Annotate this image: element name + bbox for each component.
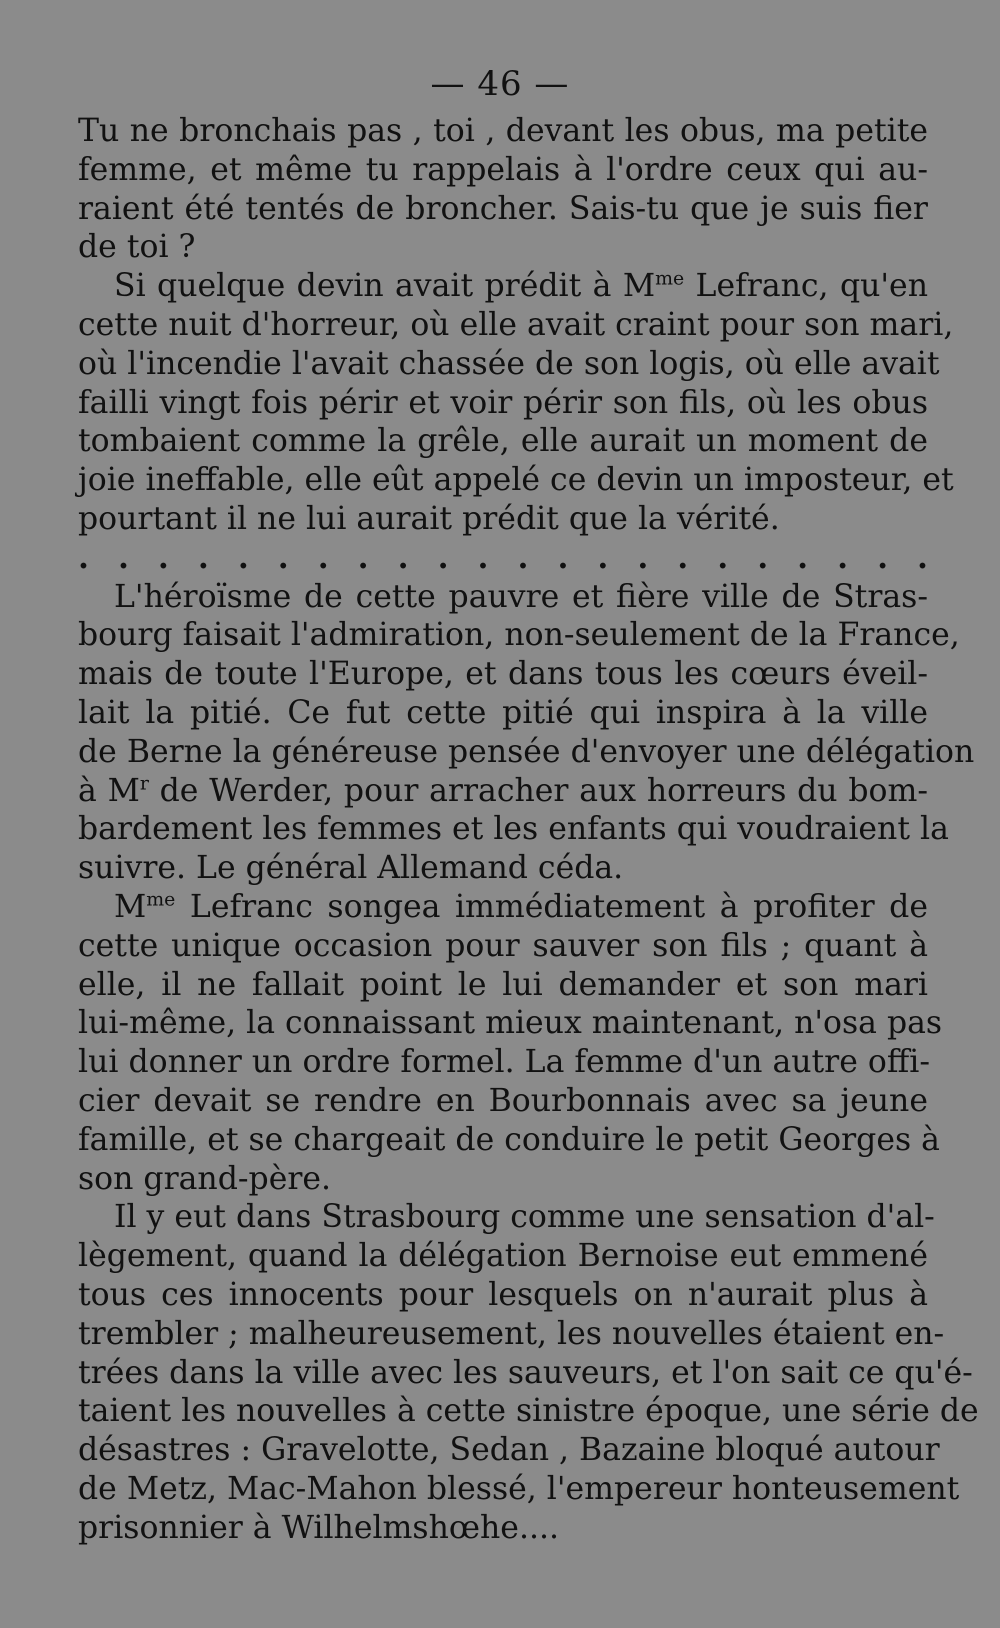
text-line: trées dans la ville avec les sauveurs, et l'on sait ce qu'é-	[78, 1354, 973, 1391]
paragraph-3	[78, 578, 975, 888]
text-line: elle, il ne fallait point le lui demander et son mari	[78, 966, 928, 1003]
paragraph-5	[78, 1198, 979, 1547]
text-line: mais de toute l'Europe, et dans tous les cœurs éveil-	[78, 656, 928, 693]
text-line: Si quelque devin avait prédit à $M^{me}$ Lefranc, qu'en	[114, 267, 928, 305]
text-line: tombaient comme la grêle, elle aurait un moment de	[78, 423, 928, 460]
text-line: lui donner un ordre formel. La femme d'un autre offi-	[78, 1044, 930, 1081]
text-line: famille, et se chargeait de conduire le petit Georges à	[78, 1121, 940, 1158]
text-line: raient été tentés de broncher. Sais-tu que je suis fier	[78, 190, 928, 227]
text-line: lui-même, la connaissant mieux maintenant, n'osa pas	[78, 1005, 943, 1042]
ellipsis-separator	[78, 539, 928, 578]
text-line: cette unique occasion pour sauver son fils ; quant à	[78, 927, 928, 964]
paragraph-1	[78, 112, 928, 267]
text-line: où l'incendie l'avait chassée de son logis, où elle avait	[78, 345, 940, 382]
text-line: failli vingt fois périr et voir périr son fils, où les obus	[78, 384, 928, 421]
text-line: prisonnier à Wilhelmshœhe....	[78, 1509, 560, 1546]
text-line: pourtant il ne lui aurait prédit que la vérité.	[78, 500, 780, 537]
text-line: L'héroïsme de cette pauvre et fière ville de Stras-	[114, 578, 928, 615]
page-number: — 46 —	[430, 64, 570, 104]
text-line: suivre. Le général Allemand céda.	[78, 850, 624, 887]
text-line: taient les nouvelles à cette sinistre époque, une série de	[78, 1393, 979, 1430]
text-line: $M^{me}$ Lefranc songea immédiatement à profiter de	[114, 888, 928, 925]
text-line: cier devait se rendre en Bourbonnais avec sa jeune	[78, 1082, 928, 1119]
text-line: à $M^r$ de Werder, pour arracher aux horreurs du bom-	[78, 772, 929, 809]
text-line: bourg faisait l'admiration, non-seulement de la France,	[78, 617, 960, 654]
text-line: cette nuit d'horreur, où elle avait craint pour son mari,	[78, 306, 954, 343]
text-line: bardement les femmes et les enfants qui voudraient la	[78, 811, 949, 848]
paragraph-4	[78, 888, 943, 1198]
text-line: de Metz, Mac-Mahon blessé, l'empereur honteusement	[78, 1470, 960, 1507]
text-line: joie ineffable, elle eût appelé ce devin un imposteur, et	[78, 462, 954, 499]
body-text	[78, 112, 979, 1547]
text-line: son grand-père.	[78, 1160, 332, 1197]
text-line: trembler ; malheureusement, les nouvelles étaient en-	[78, 1315, 945, 1352]
text-line: de Berne la généreuse pensée d'envoyer une délégation	[78, 733, 975, 770]
text-line: tous ces innocents pour lesquels on n'aurait plus à	[78, 1276, 928, 1313]
text-line: Tu ne bronchais pas , toi , devant les obus, ma petite	[78, 113, 928, 149]
text-line: Il y eut dans Strasbourg comme une sensation d'al-	[114, 1199, 935, 1236]
text-line: désastres : Gravelotte, Sedan , Bazaine bloqué autour	[78, 1432, 940, 1469]
text-line: femme, et même tu rappelais à l'ordre ceux qui au-	[78, 151, 928, 188]
text-line: lait la pitié. Ce fut cette pitié qui inspira à la ville	[78, 694, 928, 731]
text-line: lègement, quand la délégation Bernoise eut emmené	[78, 1238, 928, 1275]
paragraph-2	[78, 267, 954, 539]
dot-leader: . . . . . . . . . . . . . . . . . . . . . .	[78, 538, 928, 576]
text-line: de toi ?	[78, 229, 196, 266]
